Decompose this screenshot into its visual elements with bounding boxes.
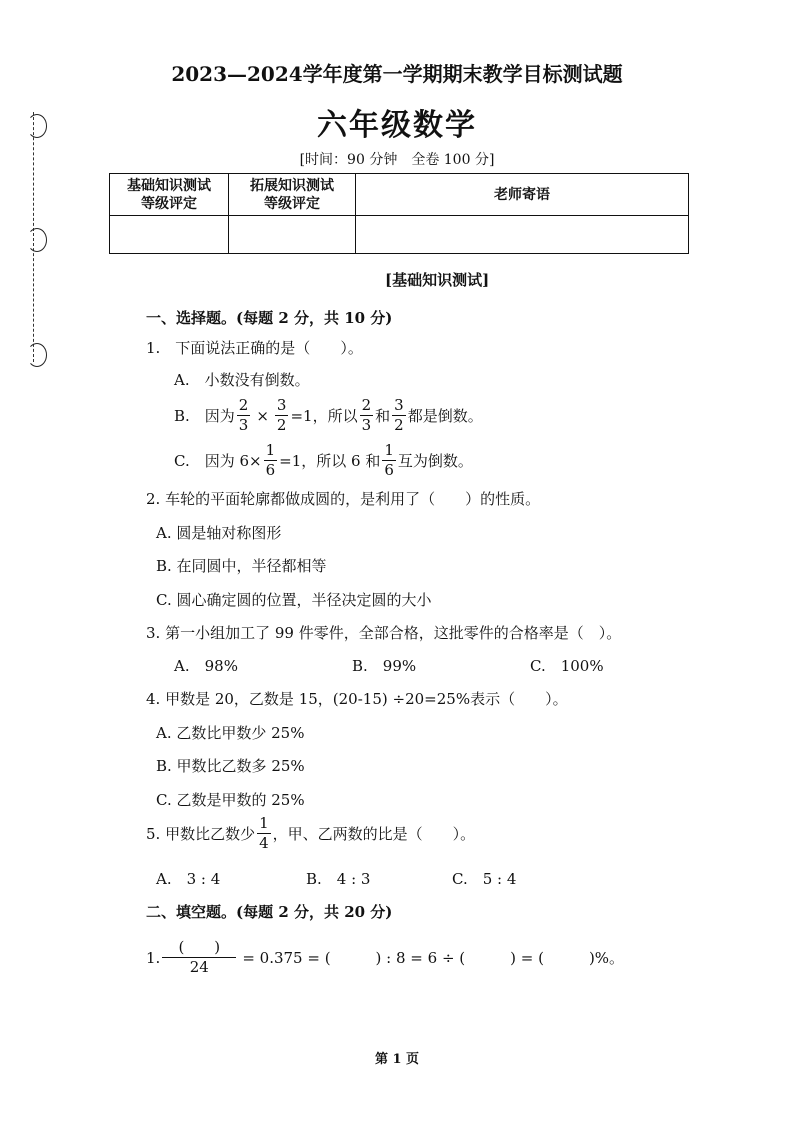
q3-option-a: A. 98% (174, 657, 238, 675)
extended-grade-header: 拓展知识测试 等级评定 (229, 174, 356, 216)
fraction: $\frac{3}{2}$ (394, 396, 404, 434)
q2-option-a: A. 圆是轴对称图形 (156, 524, 282, 542)
q2-option-c: C. 圆心确定圆的位置，半径决定圆的大小 (156, 591, 432, 609)
fill-q1-expression: = 0.375 = ( ) : 8 = 6 ÷ ( ) = ( )%。 (242, 948, 625, 967)
grade-table (109, 173, 689, 254)
q4-stem: 4. 甲数是 20，乙数是 15，(20-15) ÷20=25%表示（ ）。 (146, 690, 568, 708)
q3-stem: 3. 第一小组加工了 99 件零件，全部合格，这批零件的合格率是（ ）。 (146, 624, 622, 642)
part1-title: 一、选择题。(每题 2 分，共 10 分) (146, 309, 393, 327)
fraction: $\frac{2}{3}$ (238, 396, 249, 434)
q2-option-b: B. 在同圆中，半径都相等 (156, 557, 327, 575)
fraction: $\frac{3}{2}$ (276, 396, 287, 434)
time-info: [时间：90 分钟 全卷 100 分] (299, 152, 495, 168)
page-number: 第 1 页 (374, 1052, 420, 1067)
section-heading: [基础知识测试] (385, 271, 490, 289)
teacher-comment-cell[interactable] (356, 216, 689, 254)
basic-grade-header: 基础知识测试 等级评定 (110, 174, 229, 216)
teacher-comment-header: 老师寄语 (356, 174, 689, 216)
part2-title: 二、填空题。(每题 2 分，共 20 分) (146, 903, 393, 921)
fill-q1: 1. $\frac{( )}{24}$ = 0.375 = ( ) : 8 = 6 ÷ ( ) = ( )%。 (146, 938, 625, 976)
subject-title: 六年级数学 (317, 108, 477, 143)
q1-option-c: C. 因为 6× $\frac{1}{6}$ =1，所以 6 和 $\frac{1}{6}$ 互为倒数。 (174, 441, 473, 479)
extended-grade-cell[interactable] (229, 216, 356, 254)
q5-option-a: A. 3 : 4 (156, 870, 221, 888)
basic-grade-cell[interactable] (110, 216, 229, 254)
q1-option-a: A. 小数没有倒数。 (174, 371, 310, 389)
q4-option-a: A. 乙数比甲数少 25% (156, 724, 305, 742)
fill-fraction: $\frac{( )}{24}$ (162, 940, 236, 975)
q5-option-b: B. 4 : 3 (306, 870, 371, 888)
fraction: $\frac{2}{3}$ (361, 396, 372, 434)
q5-option-c: C. 5 : 4 (452, 870, 517, 888)
q3-option-b: B. 99% (352, 657, 417, 675)
exam-title: 2023—2024学年度第一学期期末教学目标测试题 (171, 62, 623, 86)
binding-hole (27, 228, 47, 252)
binding-hole (27, 343, 47, 367)
q2-stem: 2. 车轮的平面轮廓都做成圆的，是利用了（ ）的性质。 (146, 490, 541, 508)
q5-stem: 5. 甲数比乙数少 $\frac{1}{4}$ ，甲、乙两数的比是（ ）。 (146, 814, 476, 852)
q3-option-c: C. 100% (530, 657, 604, 675)
q1-option-b: B. 因为 $\frac{2}{3}$ × $\frac{3}{2}$ =1，所以 $\frac{2}{3}$ 和 $\frac{3}{2}$ 都是倒数。 (174, 396, 483, 434)
q4-option-c: C. 乙数是甲数的 25% (156, 791, 305, 809)
q4-option-b: B. 甲数比乙数多 25% (156, 757, 305, 775)
q1-stem: 1. 下面说法正确的是（ ）。 (146, 339, 363, 357)
fraction: $\frac{1}{6}$ (384, 441, 394, 479)
fraction: $\frac{1}{4}$ (259, 814, 269, 852)
fraction: $\frac{1}{6}$ (265, 441, 276, 479)
